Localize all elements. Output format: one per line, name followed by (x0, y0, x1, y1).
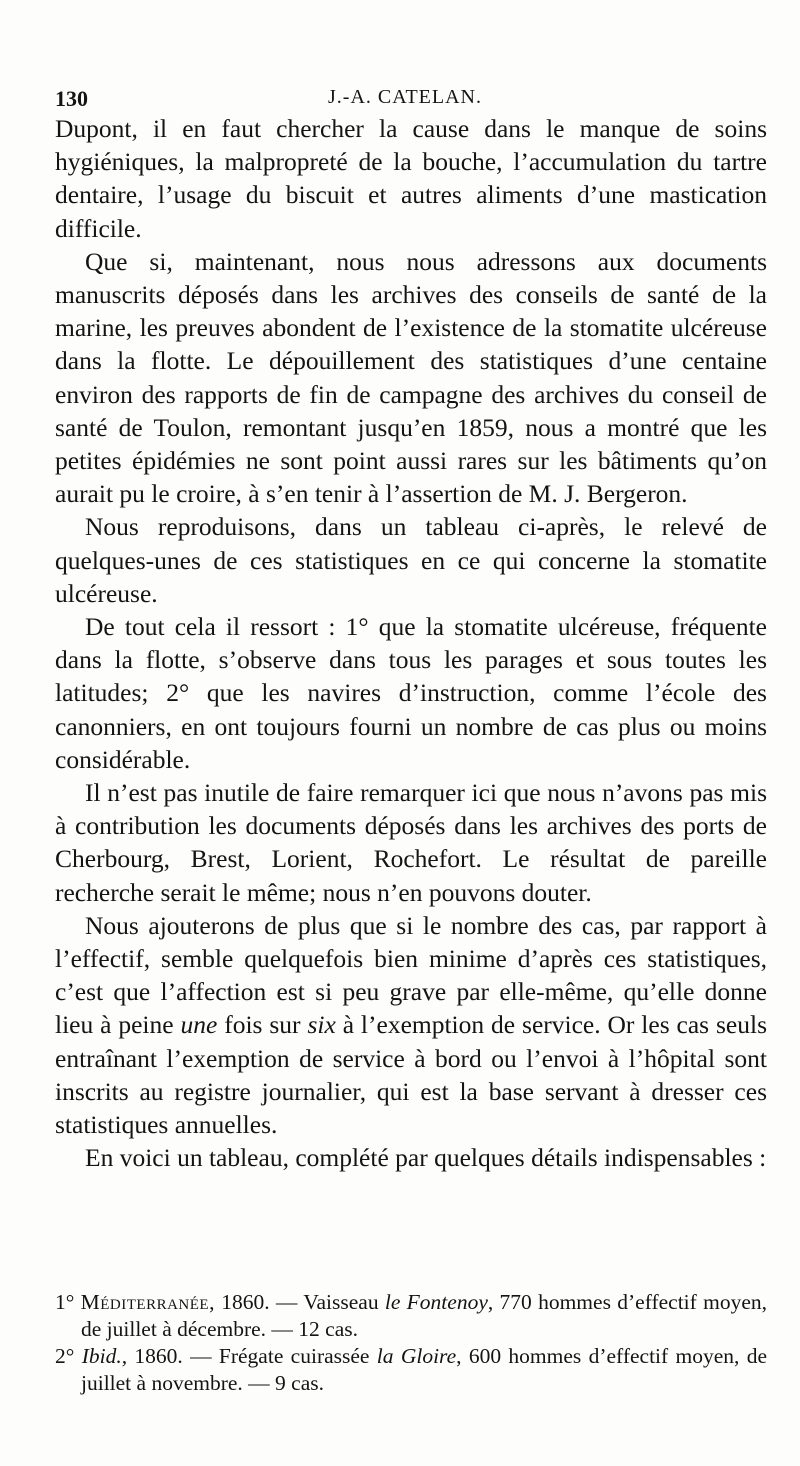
page-number: 130 (55, 86, 88, 111)
ship-name: le Fontenoy (384, 1290, 488, 1314)
running-title: J.-A. CATELAN. (328, 86, 482, 108)
paragraph: Nous reproduisons, dans un tableau ci-après, le relevé de quelques-unes de ces statistiques en ce qui concerne la stomatite ulcéreuse. (55, 512, 767, 608)
paragraph (55, 909, 767, 1141)
list-item (55, 1343, 767, 1397)
text-run: à l’exemption de service. Or les cas seuls entraînant l’exemption de service à bord ou l’envoi à l’hôpital sont inscrits au registre journalier, qui est la base servant à dresser ces statistiques annuelles. (55, 1010, 768, 1140)
paragraph-continued: Dupont, il en faut chercher la cause dans le manque de soins hygiéniques, la malpropreté de la bouche, l’accumulation du tartre dentaire, l’usage du biscuit et autres aliments d’une mastication difficile. (55, 114, 767, 243)
paragraph: En voici un tableau, complété par quelques détails indispensables : (85, 1143, 767, 1173)
entry-place: Ibid., (81, 1344, 128, 1368)
list-item (55, 1289, 767, 1343)
entry-place: Méditerranée, (80, 1290, 215, 1314)
ship-name: la Gloire (376, 1344, 457, 1368)
text-run: 1860. — Frégate cuirassée (127, 1344, 377, 1368)
text-run: 1860. — Vaisseau (214, 1290, 385, 1314)
text-run: , 770 hommes d’effectif moyen, de juillet à décembre. — 12 cas. (81, 1290, 767, 1341)
italic-text: une (180, 1010, 218, 1040)
table-entries (55, 1289, 767, 1397)
body-text (55, 112, 767, 1175)
paragraph: Que si, maintenant, nous nous adressons aux documents manuscrits déposés dans les archives des conseils de santé de la marine, les preuves abondent de l’existence de la stomatite ulcéreuse dans la flotte. Le dépouillement des statistiques d’une centaine environ des rapports de fin de campagne des archives du conseil de santé de Toulon, remontant jusqu’en 1859, nous a montré que les petites épidémies ne sont point aussi rares sur les bâtiments qu’on aurait pu le croire, à s’en tenir à l’assertion de M. J. Bergeron. (55, 246, 767, 509)
entry-number: 2° (55, 1344, 75, 1368)
text-run: Nous ajouterons de plus que si le nombre des cas, par rapport à l’effectif, semble quelquefois bien minime d’après ces statistiques, c’est que l’affection est si peu grave par elle-même, qu’elle donne lieu à peine (55, 910, 767, 1040)
italic-text: six (307, 1010, 336, 1040)
text-run: , 600 hommes d’effectif moyen, de juillet à novembre. — 9 cas. (81, 1344, 767, 1395)
paragraph: Il n’est pas inutile de faire remarquer ici que nous n’avons pas mis à contribution les documents déposés dans les archives des ports de Cherbourg, Brest, Lorient, Rochefort. Le résultat de pareille recherche serait le même; nous n’en pouvons douter. (55, 778, 767, 907)
entry-number: 1° (55, 1290, 75, 1314)
paragraph: De tout cela il ressort : 1° que la stomatite ulcéreuse, fréquente dans la flotte, s’observe dans tous les parages et sous toutes les latitudes; 2° que les navires d’instruction, comme l’école des canonniers, en ont toujours fourni un nombre de cas plus ou moins considérable. (55, 612, 767, 774)
text-run: fois sur (217, 1010, 308, 1040)
